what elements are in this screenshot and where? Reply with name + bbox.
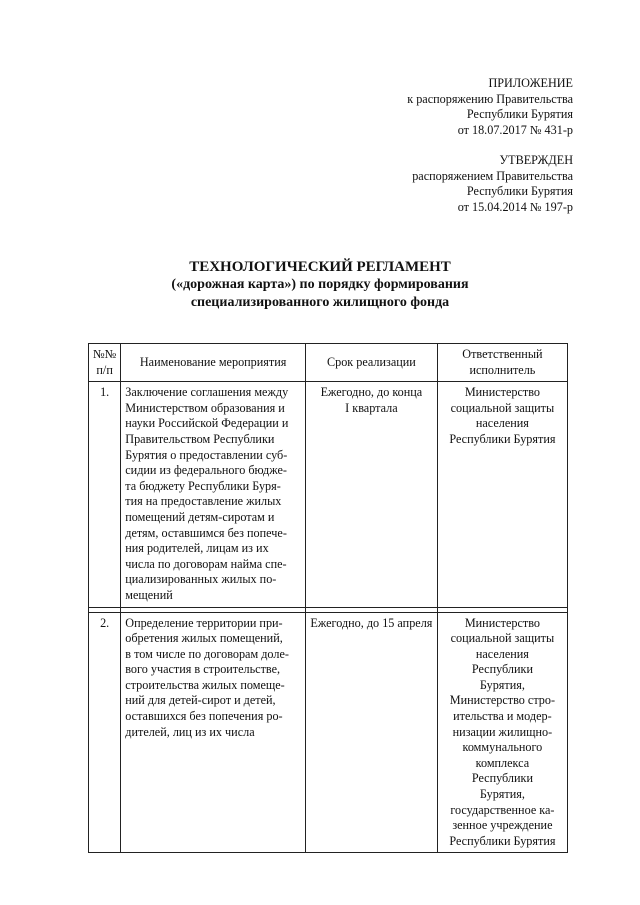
table-row [89, 612, 568, 853]
term-cell [305, 382, 437, 607]
activity-cell-line: Министерством образования и [125, 400, 285, 415]
term-cell-line: I квартала [345, 400, 398, 415]
activity-cell-line: помещений детям-сиротам и [125, 509, 275, 524]
header-responsible: Ответственный исполнитель [437, 344, 567, 382]
activity-cell-line: Определение территории при- [125, 615, 283, 630]
activity-cell [121, 612, 306, 853]
row-number: 2. [89, 612, 121, 853]
activity-cell-line: оставшихся без попечения ро- [125, 709, 283, 724]
responsible-cell-line: Бурятия, [479, 787, 525, 802]
table-row [89, 382, 568, 607]
activity-cell-line: Правительством Республики [125, 431, 275, 446]
activity-cell-line: обретения жилых помещений, [125, 631, 283, 646]
header-activity: Наименование мероприятия [121, 344, 306, 382]
term-cell-line: Ежегодно, до 15 апреля [310, 615, 433, 630]
title-line-3: специализированного жилищного фонда [190, 295, 450, 310]
responsible-cell-line: социальной защиты [450, 400, 555, 415]
activity-cell-line: ний для детей-сирот и детей, [125, 693, 276, 708]
appendix-block [407, 76, 573, 138]
activity-cell-line: науки Российской Федерации и [125, 416, 289, 431]
activity-cell-line: Бурятия о предоставлении суб- [125, 447, 288, 462]
responsible-cell-line: Республики [471, 771, 533, 786]
roadmap-table [88, 343, 568, 853]
responsible-cell-line: низации жилищно- [452, 724, 553, 739]
responsible-cell-line: государственное ка- [450, 802, 555, 817]
responsible-cell-line: Республики [471, 662, 533, 677]
title-line-1: ТЕХНОЛОГИЧЕСКИЙ РЕГЛАМЕНТ [189, 259, 451, 275]
activity-cell-line: мещений [125, 587, 173, 602]
approved-block [412, 153, 573, 215]
responsible-cell-line: Министерство стро- [449, 693, 556, 708]
responsible-cell-line: населения [475, 646, 529, 661]
term-cell [305, 612, 437, 853]
activity-cell-line: Заключение соглашения между [125, 385, 289, 400]
activity-cell-line: дителей, лиц из их числа [125, 724, 255, 739]
appendix-label: ПРИЛОЖЕНИЕ [488, 76, 573, 90]
term-cell-line: Ежегодно, до конца [320, 385, 423, 400]
approved-label: УТВЕРЖДЕН [499, 153, 573, 167]
responsible-cell-line: Министерство [464, 385, 540, 400]
responsible-cell-line: Республики Бурятия [449, 431, 556, 446]
responsible-cell-line: коммунального [462, 740, 543, 755]
activity-cell-line: детям, оставшимся без попече- [125, 525, 287, 540]
activity-cell-line: ния родителей, лицам из их [125, 541, 269, 556]
activity-cell-line: в том числе по договорам доле- [125, 646, 289, 661]
approved-date: от 15.04.2014 № 197-р [457, 199, 573, 214]
header-term: Срок реализации [305, 344, 437, 382]
activity-cell-line: числа по договорам найма спе- [125, 556, 287, 571]
table-header-row [89, 344, 568, 382]
responsible-cell-line: Республики Бурятия [449, 833, 556, 848]
approved-region: Республики Бурятия [466, 184, 573, 198]
responsible-cell-line: Министерство [464, 615, 540, 630]
appendix-region: Республики Бурятия [466, 107, 573, 121]
responsible-cell-line: Бурятия, [479, 677, 525, 692]
responsible-cell-line: комплекса [475, 755, 530, 770]
responsible-cell-line: социальной защиты [450, 631, 555, 646]
header-number: №№ п/п [89, 344, 121, 382]
title-line-2: («дорожная карта») по порядку формирования [171, 277, 469, 292]
activity-cell-line: сидии из федерального бюдже- [125, 463, 287, 478]
responsible-cell-line: зенное учреждение [452, 818, 553, 833]
activity-cell-line: та бюджету Республики Буря- [125, 478, 281, 493]
responsible-cell [437, 612, 567, 853]
responsible-cell [437, 382, 567, 607]
responsible-cell-line: населения [475, 416, 529, 431]
document-title [0, 258, 640, 312]
activity-cell-line: циализированных жилых по- [125, 572, 277, 587]
activity-cell-line: вого участия в строительстве, [125, 662, 281, 677]
responsible-cell-line: ительства и модер- [453, 709, 552, 724]
appendix-ref: к распоряжению Правительства [407, 91, 573, 106]
activity-cell-line: строительства жилых помеще- [125, 677, 285, 692]
approved-ref: распоряжением Правительства [412, 168, 573, 183]
activity-cell [121, 382, 306, 607]
table-body [89, 382, 568, 853]
row-number: 1. [89, 382, 121, 607]
activity-cell-line: тия на предоставление жилых [125, 494, 282, 509]
appendix-date: от 18.07.2017 № 431-р [457, 122, 573, 137]
